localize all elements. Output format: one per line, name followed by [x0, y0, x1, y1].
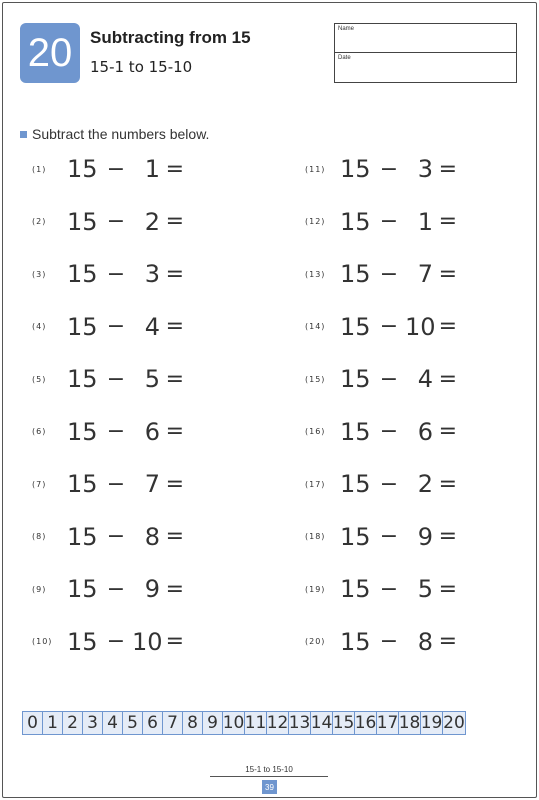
number-line-cell: 4: [103, 712, 123, 734]
answer-space[interactable]: [184, 313, 224, 341]
number-line-cell: 9: [203, 712, 223, 734]
number-line-cell: 13: [288, 713, 311, 733]
problem-row: [32, 522, 224, 552]
minus-sign: −: [379, 261, 399, 287]
problem-number: (4): [32, 322, 47, 331]
minus-sign: −: [379, 156, 399, 182]
subtrahend: 3: [144, 260, 160, 288]
number-line-cell: 14: [310, 713, 333, 733]
date-label: Date: [338, 55, 351, 61]
subtrahend: 4: [417, 365, 433, 393]
subtrahend: 6: [417, 417, 433, 446]
minuend: 15: [67, 417, 98, 446]
page-frame: [2, 2, 537, 798]
minuend: 15: [67, 312, 98, 341]
minuend: 15: [340, 627, 371, 656]
problem-row: [32, 312, 224, 342]
number-line-cell: 2: [63, 712, 83, 734]
problem-row: [305, 417, 497, 447]
minus-sign: −: [106, 576, 126, 602]
problem-row: [305, 259, 497, 289]
answer-space[interactable]: [457, 313, 497, 341]
name-date-box: [334, 23, 517, 83]
minus-sign: −: [379, 209, 399, 234]
minuend: 15: [340, 155, 371, 183]
lesson-title: Subtracting from 15: [90, 28, 251, 47]
number-line-cell: 12: [266, 713, 289, 733]
problem-row: [305, 364, 497, 394]
number-line: [22, 711, 466, 735]
minuend: 15: [67, 365, 98, 393]
minuend: 15: [340, 522, 371, 551]
subtrahend: 4: [144, 312, 160, 341]
problem-row: [305, 207, 497, 237]
answer-space[interactable]: [457, 470, 497, 498]
problem-row: [305, 154, 497, 184]
problem-number: (20): [305, 637, 326, 646]
equals-sign: =: [438, 629, 457, 654]
problem-row: [32, 627, 224, 657]
number-line-cell: 20: [443, 713, 465, 733]
number-line-cell: 16: [354, 713, 377, 733]
answer-space[interactable]: [184, 418, 224, 446]
minuend: 15: [340, 365, 371, 393]
problem-number: (8): [32, 532, 47, 541]
minus-sign: −: [379, 471, 399, 497]
minus-sign: −: [379, 629, 399, 654]
minus-sign: −: [379, 524, 399, 549]
answer-space[interactable]: [184, 575, 224, 603]
number-line-cell: 0: [23, 712, 43, 734]
number-line-cell: 6: [143, 712, 163, 734]
answer-space[interactable]: [184, 208, 224, 236]
name-field[interactable]: [335, 24, 516, 53]
number-line-cell: 19: [420, 713, 443, 733]
problem-row: [32, 574, 224, 604]
equals-sign: =: [438, 366, 457, 392]
equals-sign: =: [165, 576, 184, 602]
subtrahend: 5: [417, 575, 433, 603]
subtrahend: 7: [144, 470, 160, 498]
answer-space[interactable]: [457, 208, 497, 236]
equals-sign: =: [165, 156, 184, 182]
equals-sign: =: [438, 471, 457, 497]
lesson-subtitle: 15-1 to 15-10: [90, 58, 193, 76]
problem-number: (12): [305, 217, 326, 226]
problem-number: (10): [32, 637, 53, 646]
minuend: 15: [67, 155, 98, 183]
minus-sign: −: [106, 524, 126, 549]
equals-sign: =: [165, 419, 184, 444]
equals-sign: =: [438, 576, 457, 602]
subtrahend: 8: [417, 627, 433, 656]
subtrahend: 2: [417, 470, 433, 498]
answer-space[interactable]: [457, 365, 497, 393]
subtrahend: 8: [144, 522, 160, 551]
answer-space[interactable]: [457, 628, 497, 656]
equals-sign: =: [438, 261, 457, 287]
problem-number: (14): [305, 322, 326, 331]
minus-sign: −: [106, 366, 126, 392]
name-label: Name: [338, 26, 355, 32]
subtrahend: 7: [417, 260, 433, 288]
answer-space[interactable]: [457, 523, 497, 551]
page-number: 39: [262, 780, 277, 794]
subtrahend: 10: [405, 312, 436, 341]
number-line-cell: 1: [43, 712, 63, 734]
subtrahend: 5: [144, 365, 160, 393]
problem-number: (18): [305, 532, 326, 541]
problem-row: [305, 522, 497, 552]
problem-row: [32, 364, 224, 394]
instructions: [20, 126, 209, 142]
answer-space[interactable]: [184, 470, 224, 498]
subtrahend: 10: [132, 627, 163, 656]
problem-number: (3): [32, 269, 47, 279]
subtrahend: 2: [144, 207, 160, 236]
minuend: 15: [340, 312, 371, 341]
minus-sign: −: [106, 209, 126, 234]
subtrahend: 9: [144, 575, 160, 603]
equals-sign: =: [438, 419, 457, 444]
number-line-cell: 5: [123, 712, 143, 734]
number-line-cell: 11: [244, 713, 267, 733]
subtrahend: 3: [417, 155, 433, 183]
minus-sign: −: [106, 314, 126, 339]
answer-space[interactable]: [457, 418, 497, 446]
problem-row: [305, 312, 497, 342]
problem-row: [32, 259, 224, 289]
minuend: 15: [340, 470, 371, 498]
minus-sign: −: [379, 366, 399, 392]
minuend: 15: [67, 627, 98, 656]
footer-caption: 15-1 to 15-10: [210, 765, 328, 777]
equals-sign: =: [165, 629, 184, 654]
minuend: 15: [340, 207, 371, 236]
minus-sign: −: [106, 471, 126, 497]
answer-space[interactable]: [184, 260, 224, 288]
minus-sign: −: [106, 419, 126, 444]
equals-sign: =: [165, 471, 184, 497]
problem-row: [305, 469, 497, 499]
number-line-cell: 7: [163, 712, 183, 734]
minuend: 15: [340, 575, 371, 603]
problem-row: [32, 417, 224, 447]
problem-number: (7): [32, 479, 47, 489]
problem-row: [32, 207, 224, 237]
problem-number: (5): [32, 374, 47, 384]
minuend: 15: [67, 522, 98, 551]
square-bullet-icon: [20, 131, 27, 138]
problem-number: (15): [305, 374, 326, 384]
answer-space[interactable]: [457, 575, 497, 603]
problem-number: (1): [32, 164, 47, 174]
subtrahend: 1: [144, 155, 160, 183]
answer-space[interactable]: [184, 523, 224, 551]
problem-number: (19): [305, 584, 326, 594]
problem-number: (16): [305, 427, 326, 436]
number-line-cell: 8: [183, 712, 203, 734]
problem-number: (11): [305, 164, 326, 174]
equals-sign: =: [165, 261, 184, 287]
number-line-cell: 15: [332, 713, 355, 733]
problem-row: [32, 154, 224, 184]
number-line-cell: 18: [398, 713, 421, 733]
subtrahend: 6: [144, 417, 160, 446]
minuend: 15: [67, 207, 98, 236]
problem-row: [305, 574, 497, 604]
minuend: 15: [67, 575, 98, 603]
answer-space[interactable]: [184, 628, 224, 656]
problem-number: (13): [305, 269, 326, 279]
minuend: 15: [67, 260, 98, 288]
minuend: 15: [340, 417, 371, 446]
minuend: 15: [340, 260, 371, 288]
instructions-text: Subtract the numbers below.: [32, 126, 210, 142]
answer-space[interactable]: [457, 260, 497, 288]
minus-sign: −: [379, 419, 399, 444]
problem-number: (2): [32, 217, 47, 226]
minus-sign: −: [379, 314, 399, 339]
minus-sign: −: [106, 629, 126, 654]
equals-sign: =: [438, 314, 457, 339]
minus-sign: −: [106, 156, 126, 182]
problem-number: (9): [32, 584, 47, 594]
date-field[interactable]: [335, 53, 516, 82]
equals-sign: =: [438, 156, 457, 182]
problem-row: [305, 627, 497, 657]
answer-space[interactable]: [184, 155, 224, 183]
answer-space[interactable]: [457, 155, 497, 183]
problem-number: (17): [305, 479, 326, 489]
problem-number: (6): [32, 427, 47, 436]
answer-space[interactable]: [184, 365, 224, 393]
equals-sign: =: [438, 524, 457, 549]
equals-sign: =: [438, 209, 457, 234]
subtrahend: 9: [417, 522, 433, 551]
minus-sign: −: [106, 261, 126, 287]
minus-sign: −: [379, 576, 399, 602]
equals-sign: =: [165, 209, 184, 234]
equals-sign: =: [165, 314, 184, 339]
equals-sign: =: [165, 524, 184, 549]
number-line-cell: 10: [222, 713, 245, 733]
problem-row: [32, 469, 224, 499]
equals-sign: =: [165, 366, 184, 392]
lesson-number-badge: 20: [20, 23, 80, 83]
minuend: 15: [67, 470, 98, 498]
number-line-cell: 17: [376, 713, 399, 733]
subtrahend: 1: [417, 207, 433, 236]
number-line-cell: 3: [83, 712, 103, 734]
